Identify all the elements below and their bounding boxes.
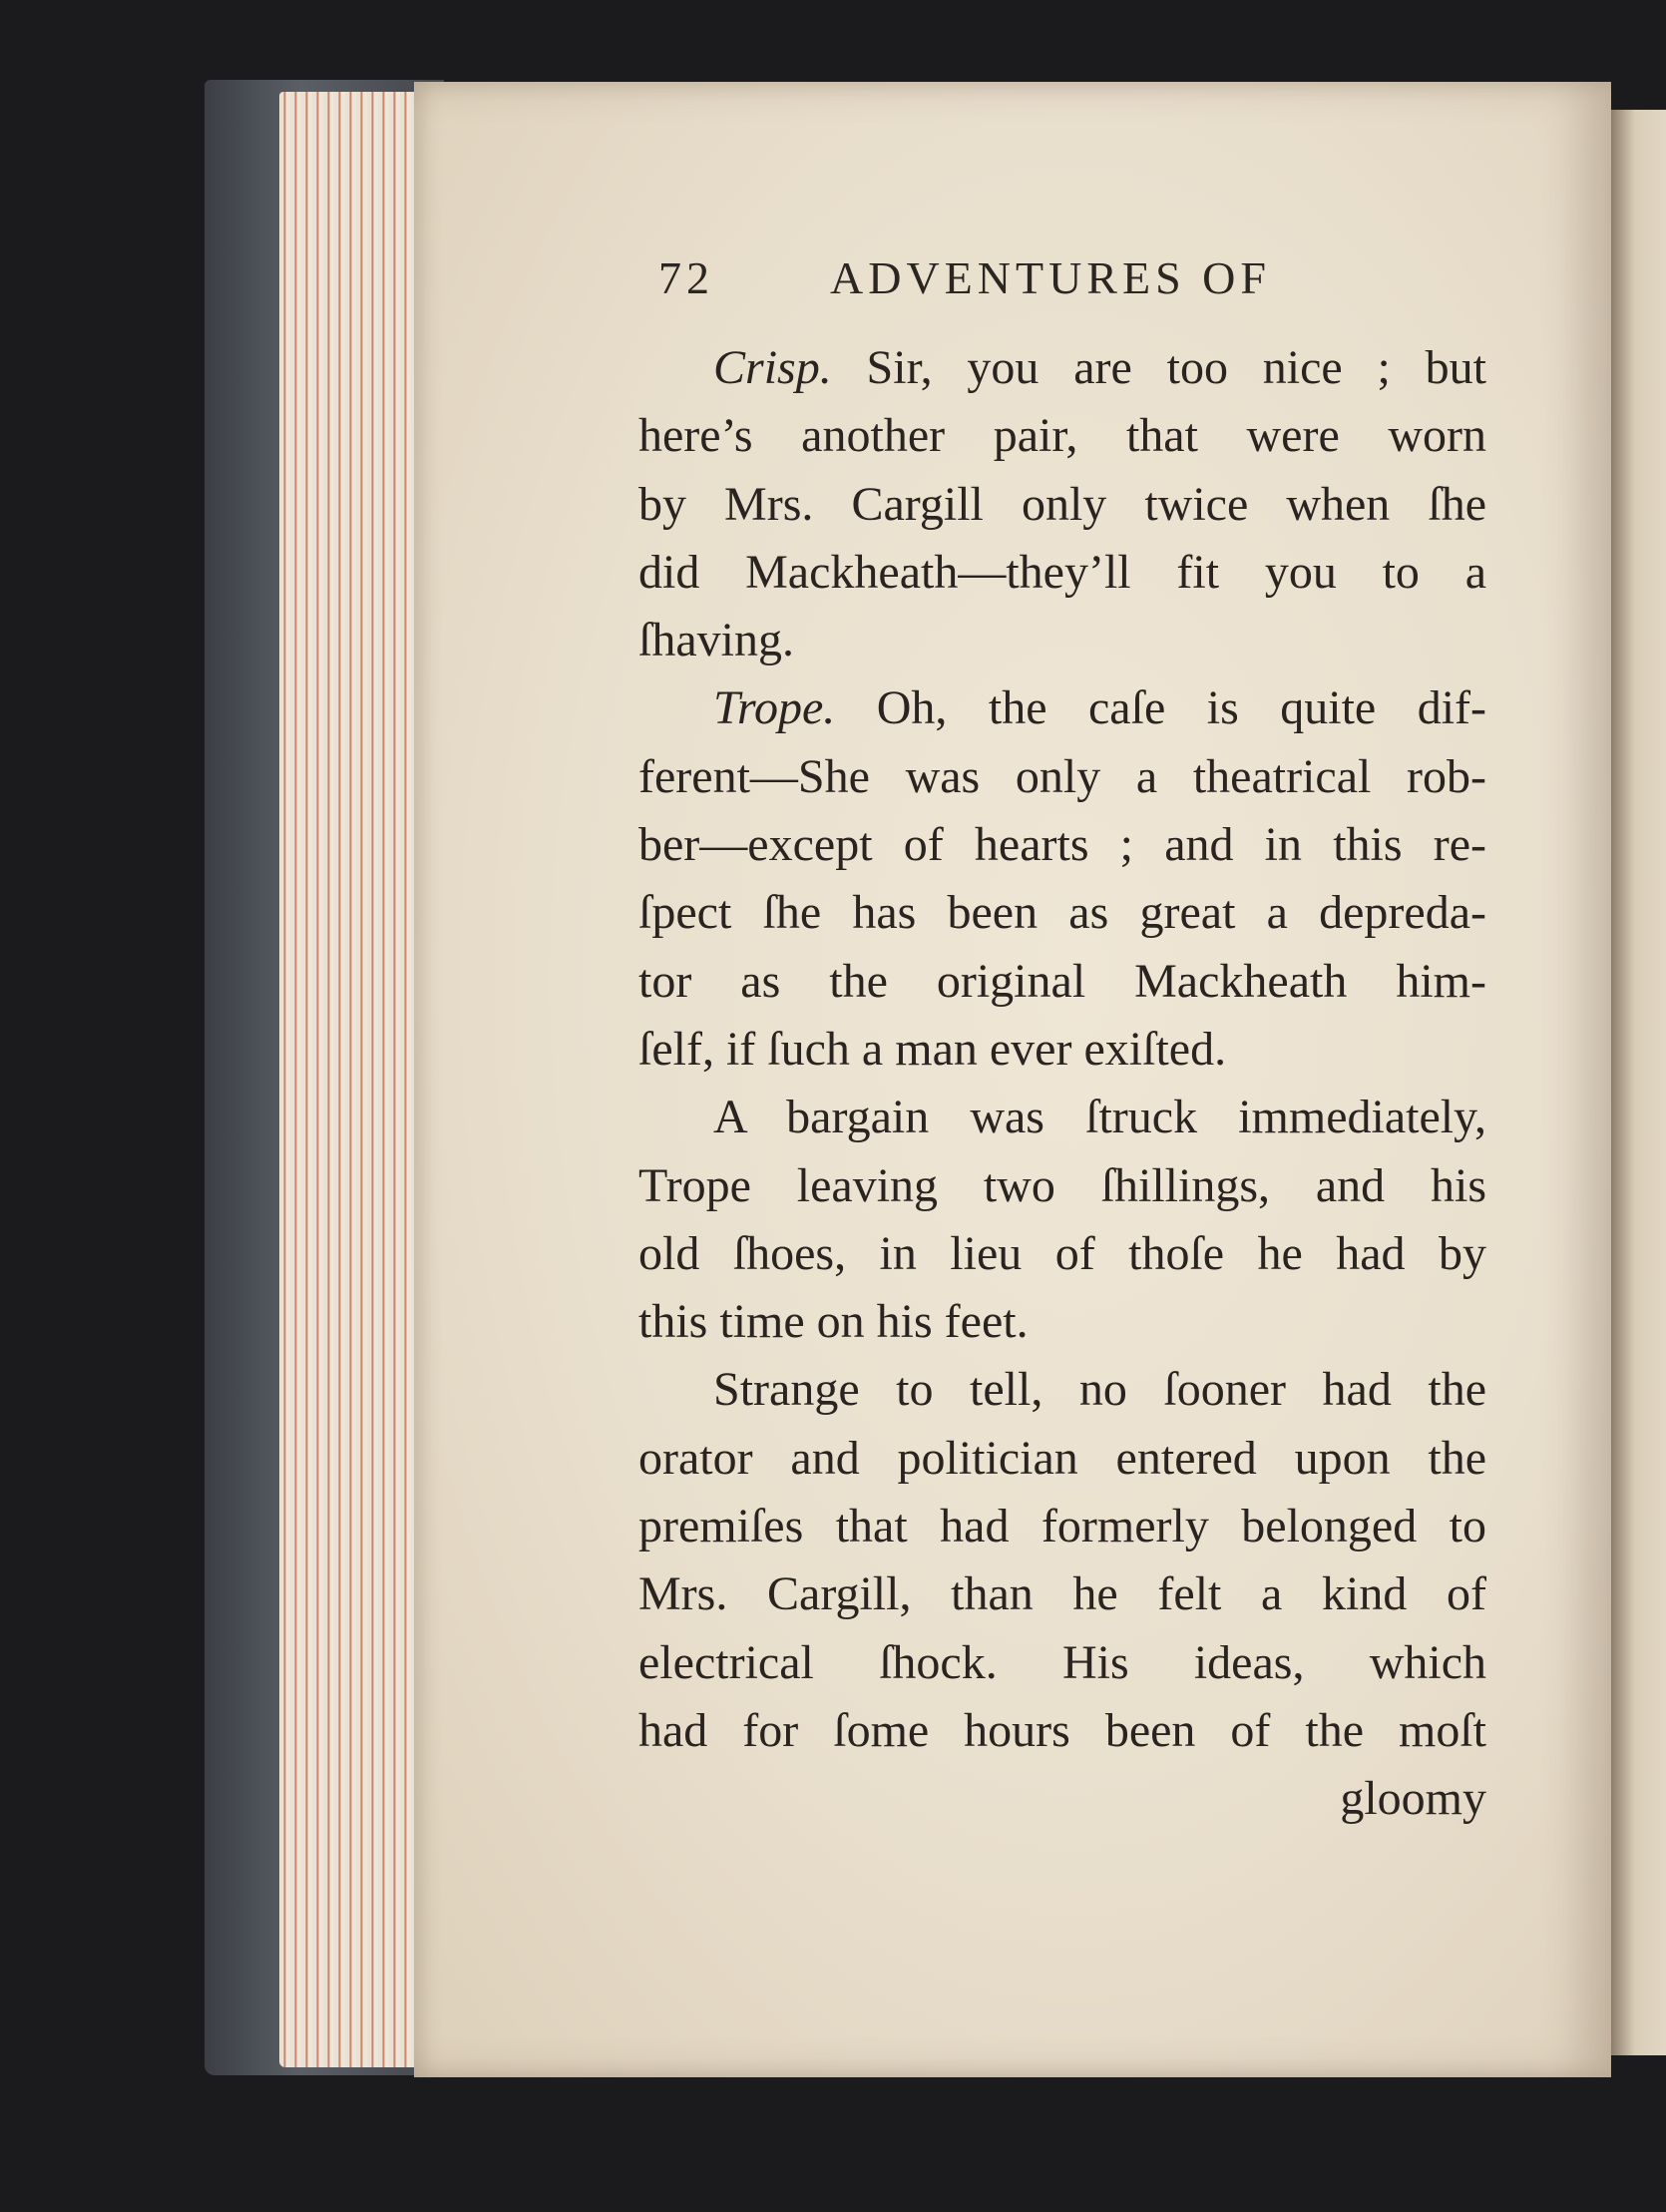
running-title: ADVENTURES OF [830,252,1271,303]
text-line: Trope. Oh, the caſe is quite dif- [713,681,1486,735]
text-line: orator and politician entered upon the [638,1431,1486,1485]
text-line: A bargain was ſtruck immediately, [713,1091,1486,1144]
text-line: this time on his feet. [638,1295,1029,1349]
catchword: gloomy [1340,1772,1486,1826]
text-line: here’s another pair, that were worn [638,409,1486,463]
text-line: ſhaving. [638,614,794,667]
speaker-name: Trope. [713,681,836,735]
facing-page-edge [1611,110,1666,2055]
text-line: by Mrs. Cargill only twice when ſhe [638,477,1486,531]
text-line: did Mackheath—they’ll fit you to a [638,545,1486,599]
text-line: electrical ſhock. His ideas, which [638,1635,1486,1689]
page-number: 72 [658,252,714,303]
text-line: Crisp. Sir, you are too nice ; but [713,341,1487,394]
text-line: ber—except of hearts ; and in this re- [638,818,1486,872]
text-line: had for ſome hours been of the moſt [638,1703,1486,1757]
page-edges [279,92,429,2067]
text-line: tor as the original Mackheath him- [638,954,1486,1008]
text-line: ferent—She was only a theatrical rob- [638,749,1486,803]
text-line: old ſhoes, in lieu of thoſe he had by [638,1226,1486,1280]
text-line: Mrs. Cargill, than he felt a kind of [638,1567,1486,1621]
text-line: Strange to tell, no ſooner had the [713,1363,1486,1417]
speaker-name: Crisp. [713,341,832,394]
running-head [599,251,1496,321]
text-line: ſpect ſhe has been as great a depreda- [638,886,1486,940]
text-line: Trope leaving two ſhillings, and his [638,1158,1486,1212]
body-text [638,334,1486,1834]
text-line: ſelf, if ſuch a man ever exiſted. [638,1022,1227,1076]
text-line: premiſes that had formerly belonged to [638,1500,1486,1553]
